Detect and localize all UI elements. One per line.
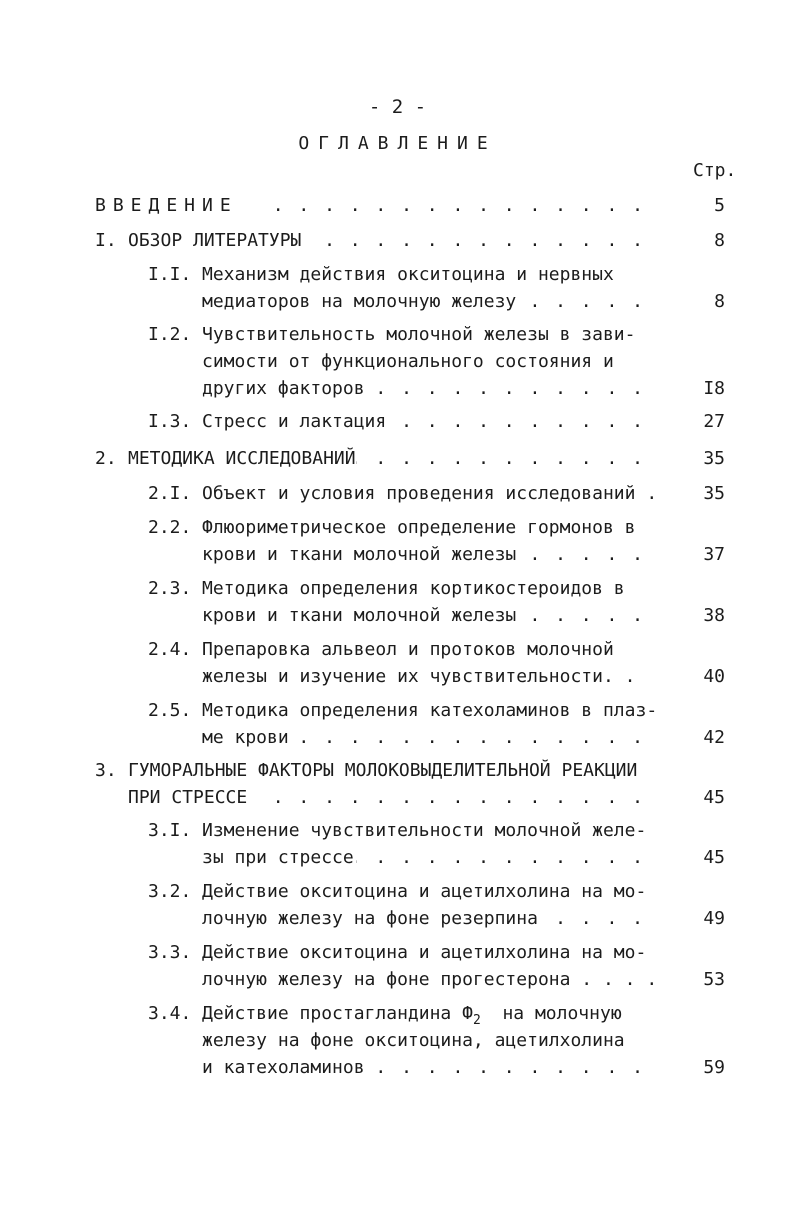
toc-entry-section-3-4-cont2 (0, 1055, 795, 1081)
toc-entry-label: ОБЗОР ЛИТЕРАТУРЫ (128, 230, 302, 251)
toc-entry-label: крови и ткани молочной железы (202, 544, 517, 565)
toc-entry-section-3-2 (0, 879, 795, 905)
toc-entry-label-tail: на молочную (502, 1003, 622, 1024)
toc-entry-label: Механизм действия окситоцина и нервных (202, 264, 614, 285)
leader-dots (356, 845, 645, 871)
toc-entry-label: железу на фоне окситоцина, ацетилхолина (202, 1030, 625, 1051)
toc-entry-chapter-3 (0, 758, 795, 784)
toc-entry-number: 2.I. (148, 483, 192, 504)
toc-entry-section-2-3 (0, 576, 795, 602)
toc-entry-section-2-4-cont (0, 664, 795, 690)
toc-entry-page: 59 (703, 1057, 725, 1078)
toc-entry-label: Объект и условия проведения исследований . (202, 483, 658, 504)
toc-entry-section-2-4 (0, 637, 795, 663)
toc-entry-page: 35 (703, 483, 725, 504)
toc-entry-label: Чувствительность молочной железы в зави- (202, 324, 636, 345)
toc-entry-label: лочную железу на фоне резерпина (202, 908, 538, 929)
toc-entry-label: и катехоламинов (202, 1057, 365, 1078)
toc-entry-section-1-1-cont (0, 289, 795, 315)
toc-entry-label: Флюориметрическое определение гормонов в (202, 517, 636, 538)
toc-entry-page: 37 (703, 544, 725, 565)
toc-entry-label: Изменение чувствительности молочной желе- (202, 820, 647, 841)
leader-dots (545, 906, 645, 932)
leader-dots (382, 409, 645, 435)
toc-entry-page: 27 (703, 411, 725, 432)
leader-dots (308, 228, 645, 254)
page-number: - 2 - (368, 96, 427, 118)
toc-entry-section-3-1-cont (0, 845, 795, 871)
toc-entry-number: 2. (95, 448, 117, 469)
toc-entry-page: 38 (703, 605, 725, 626)
toc-entry-chapter-3-cont (0, 785, 795, 811)
toc-entry-introduction (0, 193, 795, 219)
toc-entry-section-3-1 (0, 818, 795, 844)
page-title: ОГЛАВЛЕНИЕ (298, 133, 497, 154)
toc-entry-number: 2.5. (148, 700, 192, 721)
toc-entry-page: 42 (703, 727, 725, 748)
toc-entry-label: Методика определения катехоламинов в плаз- (202, 700, 658, 721)
toc-entry-label: лочную железу на фоне прогестерона . . . . (202, 969, 658, 990)
toc-entry-section-3-4 (0, 1001, 795, 1027)
toc-entry-label: Стресс и лактация (202, 411, 387, 432)
toc-entry-page: 49 (703, 908, 725, 929)
leader-dots (376, 376, 645, 402)
toc-entry-label (202, 1001, 622, 1029)
toc-entry-section-1-3 (0, 409, 795, 435)
toc-entry-number: I.2. (148, 324, 192, 345)
toc-entry-section-1-1 (0, 262, 795, 288)
toc-entry-label: Методика определения кортикостероидов в (202, 578, 625, 599)
toc-entry-page: I8 (703, 378, 725, 399)
toc-entry-chapter-2 (0, 446, 795, 472)
toc-entry-number: 3. (95, 760, 117, 781)
toc-entry-page: 40 (703, 666, 725, 687)
toc-entry-number: 2.2. (148, 517, 192, 538)
leader-dots (262, 193, 645, 219)
toc-entry-number: 3.3. (148, 942, 192, 963)
toc-entry-section-1-2-cont (0, 349, 795, 375)
toc-entry-section-1-2-cont2 (0, 376, 795, 402)
toc-entry-label: ВВЕДЕНИЕ (95, 195, 238, 216)
toc-entry-label: Действие окситоцина и ацетилхолина на мо- (202, 942, 647, 963)
toc-entry-section-2-2 (0, 515, 795, 541)
toc-entry-label: крови и ткани молочной железы (202, 605, 517, 626)
toc-entry-section-1-2 (0, 322, 795, 348)
toc-entry-page: 8 (714, 291, 725, 312)
toc-entry-number: I.I. (148, 264, 192, 285)
toc-entry-label: симости от функционального состояния и (202, 351, 614, 372)
toc-entry-label: ПРИ СТРЕССЕ (128, 787, 248, 808)
toc-entry-page: 45 (703, 787, 725, 808)
toc-entry-number: 3.2. (148, 881, 192, 902)
toc-entry-page: 35 (703, 448, 725, 469)
toc-entry-label: железы и изучение их чувствительности. . (202, 666, 636, 687)
toc-entry-section-3-3 (0, 940, 795, 966)
toc-entry-page: 53 (703, 969, 725, 990)
toc-entry-section-3-3-cont (0, 967, 795, 993)
toc-entry-number: 3.4. (148, 1003, 192, 1024)
leader-dots (516, 542, 645, 568)
toc-entry-number: 2.3. (148, 578, 192, 599)
toc-entry-label: зы при стрессе (202, 847, 354, 868)
toc-entry-label: МЕТОДИКА ИССЛЕДОВАНИЙ (128, 448, 356, 469)
toc-entry-section-2-2-cont (0, 542, 795, 568)
leader-dots (256, 785, 645, 811)
toc-entry-section-2-5-cont (0, 725, 795, 751)
toc-entry-label: Препаровка альвеол и протоков молочной (202, 639, 614, 660)
toc-entry-label: ГУМОРАЛЬНЫЕ ФАКТОРЫ МОЛОКОВЫДЕЛИТЕЛЬНОЙ РЕАКЦИИ (128, 760, 638, 781)
toc-entry-number: I. (95, 230, 117, 251)
leader-dots (356, 446, 645, 472)
toc-entry-label: других факторов (202, 378, 365, 399)
toc-entry-section-2-3-cont (0, 603, 795, 629)
toc-entry-page: 45 (703, 847, 725, 868)
leader-dots (516, 603, 645, 629)
toc-entry-number: I.3. (148, 411, 192, 432)
toc-entry-number: 3.I. (148, 820, 192, 841)
leader-dots (302, 725, 645, 751)
toc-entry-label-head: Действие простагландина Ф (202, 1003, 473, 1024)
subscript: 2 (472, 1013, 481, 1028)
toc-entry-section-3-4-cont (0, 1028, 795, 1054)
leader-dots (368, 1055, 645, 1081)
toc-entry-section-3-2-cont (0, 906, 795, 932)
toc-entry-section-2-5 (0, 698, 795, 724)
leader-dots (516, 289, 645, 315)
toc-entry-number: 2.4. (148, 639, 192, 660)
toc-entry-label: медиаторов на молочную железу (202, 291, 517, 312)
toc-entry-label: Действие окситоцина и ацетилхолина на мо- (202, 881, 647, 902)
toc-entry-section-2-1 (0, 481, 795, 507)
toc-entry-page: 5 (714, 195, 725, 216)
page-column-header: Стр. (693, 160, 737, 181)
toc-entry-page: 8 (714, 230, 725, 251)
toc-entry-label: ме крови (202, 727, 289, 748)
toc-entry-chapter-1 (0, 228, 795, 254)
